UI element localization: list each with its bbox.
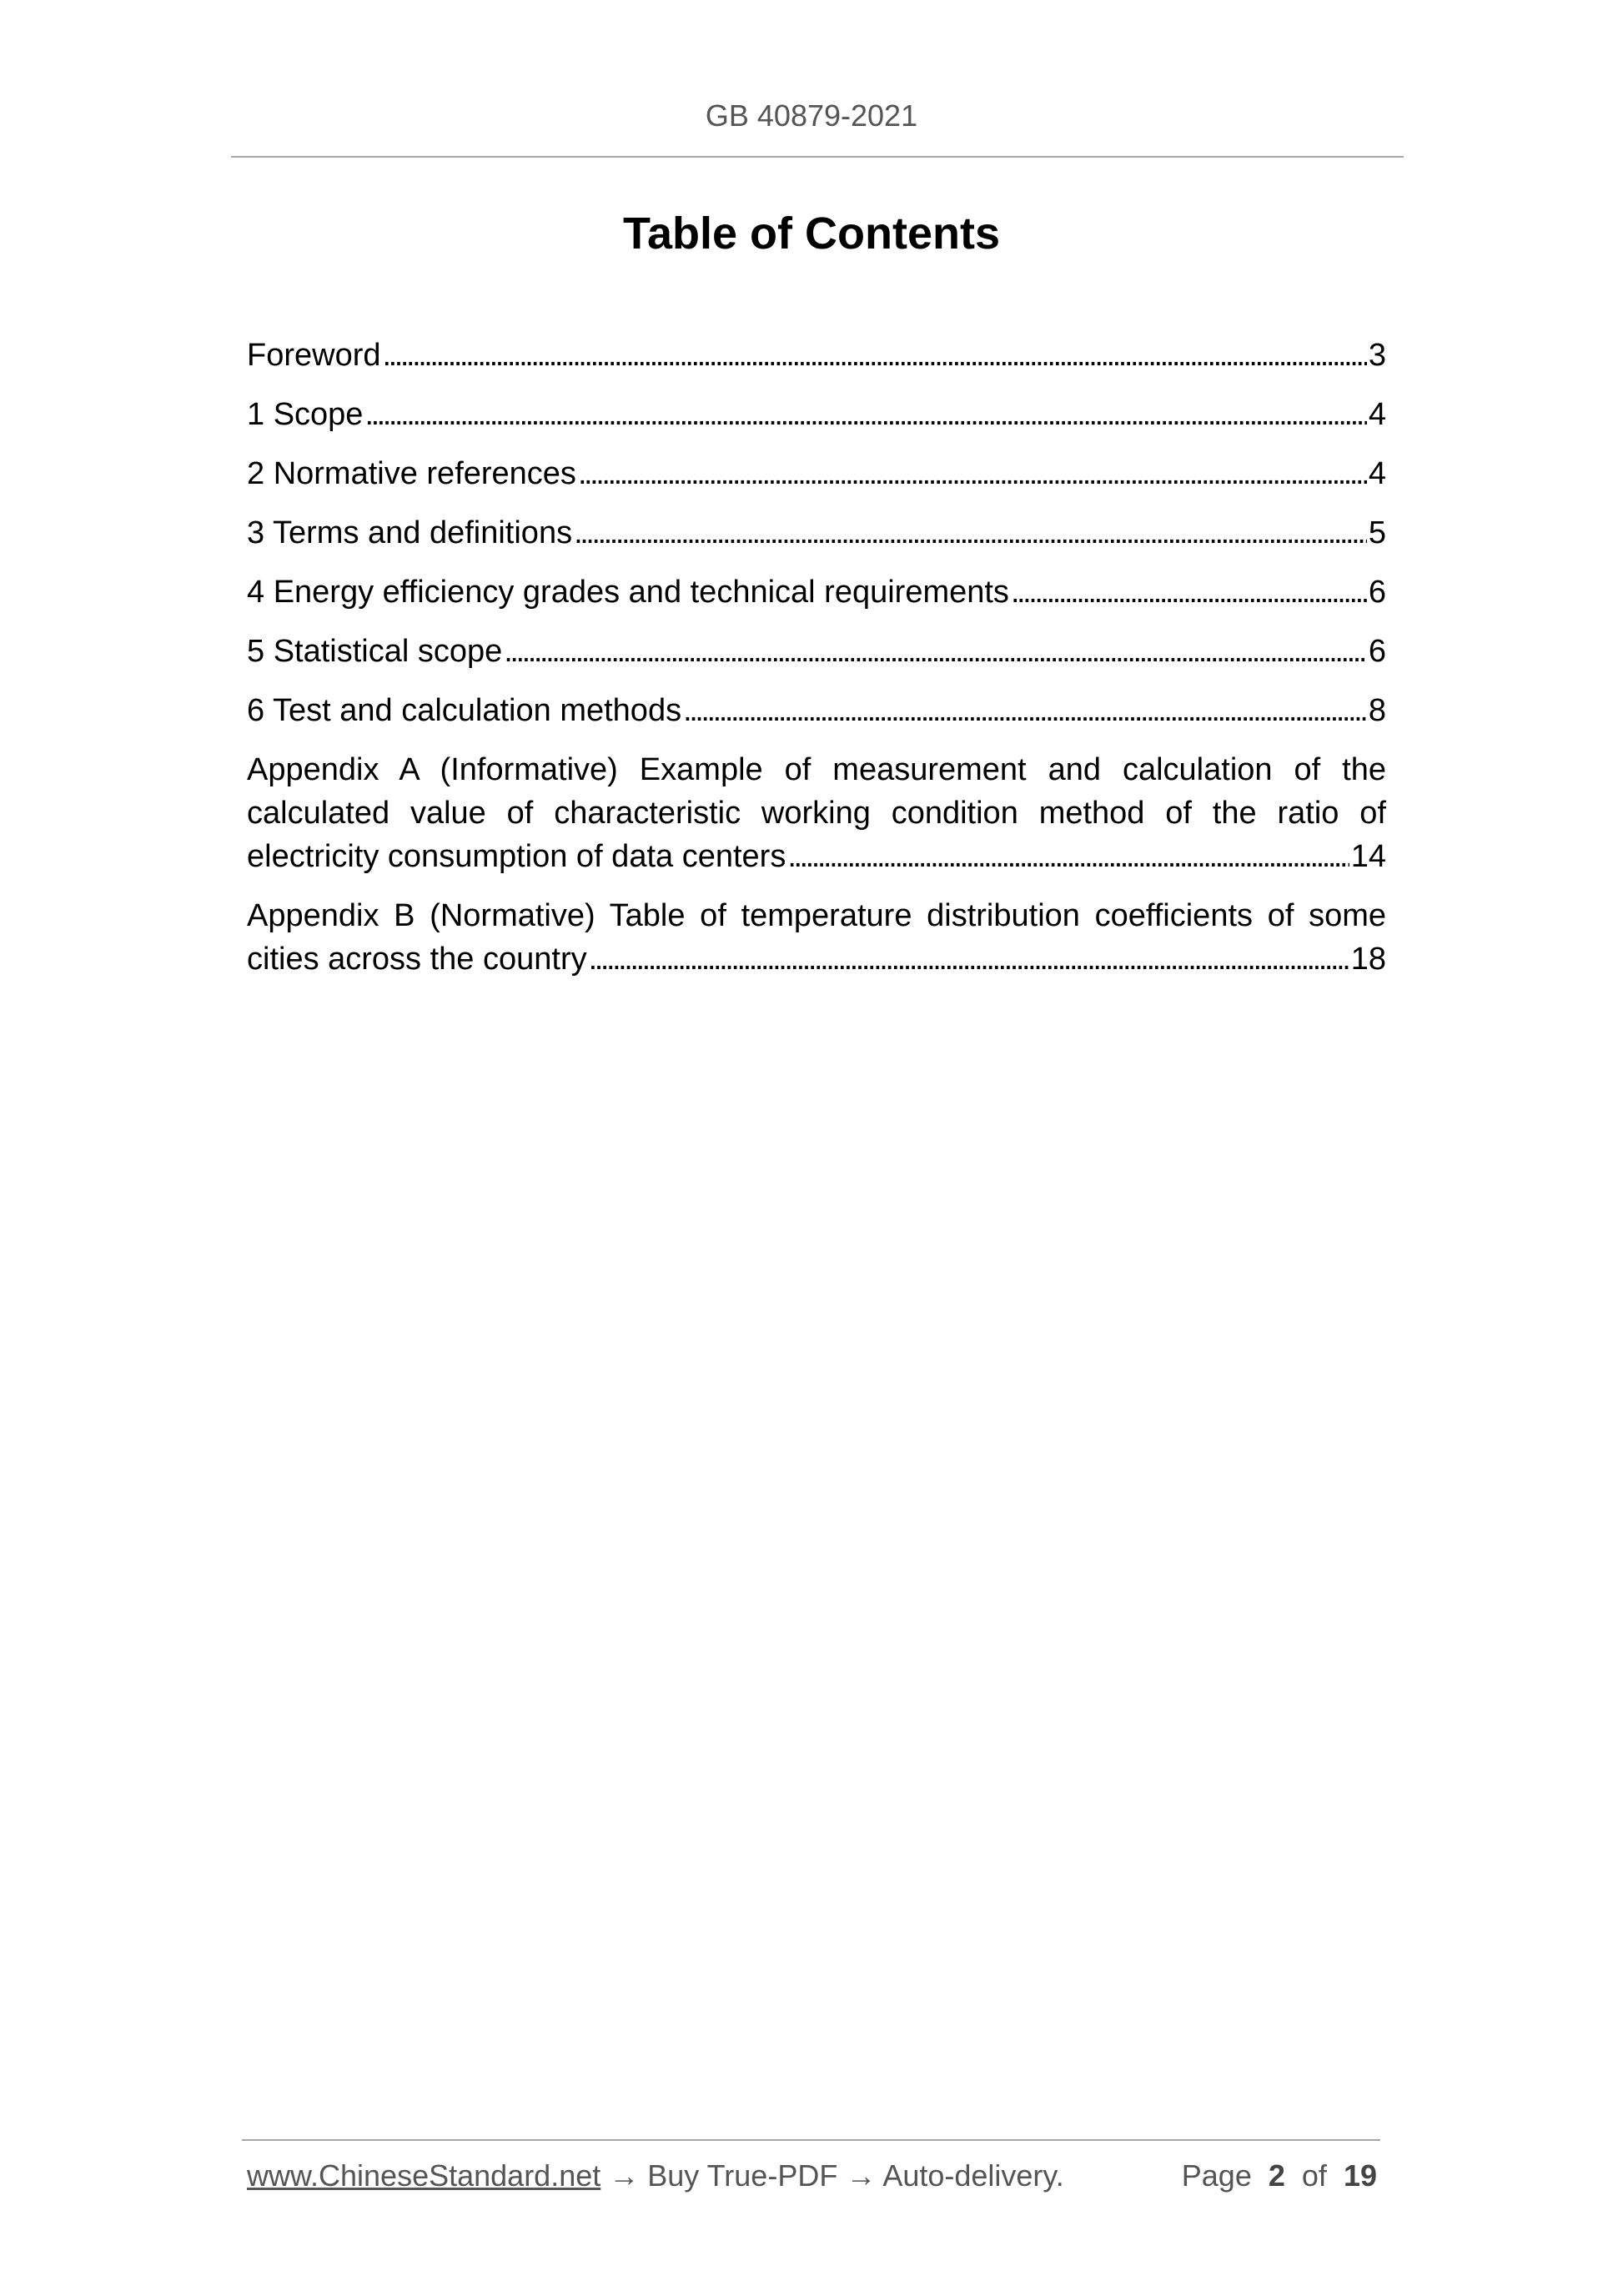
dot-leader — [589, 937, 1349, 981]
toc-entry-statistical-scope[interactable] — [247, 630, 1386, 673]
header-divider — [231, 156, 1404, 158]
dot-leader — [1011, 570, 1367, 614]
toc-entry-page: 3 — [1368, 338, 1386, 373]
page-total: 19 — [1343, 2158, 1377, 2193]
dot-leader — [364, 393, 1366, 436]
toc-entry-label-line: Appendix A (Informative) Example of measurement and calculation of the — [247, 752, 1386, 787]
toc-entry-label-line: Appendix B (Normative) Table of temperature distribution coefficients of some — [247, 898, 1386, 933]
footer-divider — [242, 2139, 1380, 2141]
toc-entry-label: 3 Terms and definitions — [247, 515, 573, 550]
toc-entry-label-line: calculated value of characteristic working condition method of the ratio of — [247, 796, 1386, 831]
toc-entry-label: Foreword — [247, 338, 381, 373]
toc-entry-label: cities across the country — [247, 942, 587, 977]
toc-entry-page: 14 — [1350, 839, 1386, 874]
toc-entry-page: 6 — [1368, 634, 1386, 669]
toc-entry-energy-efficiency-grades[interactable] — [247, 570, 1386, 614]
table-of-contents — [247, 334, 1386, 997]
page-indicator — [1182, 2158, 1377, 2193]
toc-entry-page: 4 — [1368, 456, 1386, 491]
document-header-id: GB 40879-2021 — [705, 98, 918, 133]
toc-entry-page: 4 — [1368, 397, 1386, 432]
toc-entry-foreword[interactable] — [247, 334, 1386, 377]
toc-entry-page: 8 — [1368, 693, 1386, 728]
toc-entry-page: 6 — [1368, 575, 1386, 610]
toc-entry-terms-and-definitions[interactable] — [247, 511, 1386, 555]
toc-entry-appendix-b[interactable] — [247, 894, 1386, 981]
footer-promo-text: → Buy True-PDF → Auto-delivery. — [600, 2158, 1064, 2193]
page-of: of — [1301, 2158, 1327, 2193]
toc-entry-label: 6 Test and calculation methods — [247, 693, 682, 728]
toc-entry-label: 1 Scope — [247, 397, 364, 432]
page-current: 2 — [1268, 2158, 1285, 2193]
dot-leader — [504, 630, 1367, 673]
site-link[interactable]: www.ChineseStandard.net — [247, 2158, 601, 2193]
footer-promo — [247, 2158, 1064, 2193]
toc-entry-page: 5 — [1368, 515, 1386, 550]
dot-leader — [383, 334, 1367, 377]
toc-entry-test-and-calculation-methods[interactable] — [247, 689, 1386, 732]
toc-title: Table of Contents — [623, 208, 1000, 259]
page-prefix: Page — [1181, 2158, 1252, 2193]
page-footer — [247, 2158, 1377, 2193]
toc-entry-page: 18 — [1350, 942, 1386, 977]
toc-entry-label: 2 Normative references — [247, 456, 576, 491]
dot-leader — [578, 452, 1367, 495]
toc-entry-normative-references[interactable] — [247, 452, 1386, 495]
toc-entry-label: 4 Energy efficiency grades and technical requirements — [247, 575, 1009, 610]
toc-entry-label: electricity consumption of data centers — [247, 839, 786, 874]
dot-leader — [574, 511, 1367, 555]
dot-leader — [787, 835, 1349, 878]
toc-entry-scope[interactable] — [247, 393, 1386, 436]
toc-entry-label: 5 Statistical scope — [247, 634, 503, 669]
dot-leader — [683, 689, 1367, 732]
toc-entry-appendix-a[interactable] — [247, 748, 1386, 878]
